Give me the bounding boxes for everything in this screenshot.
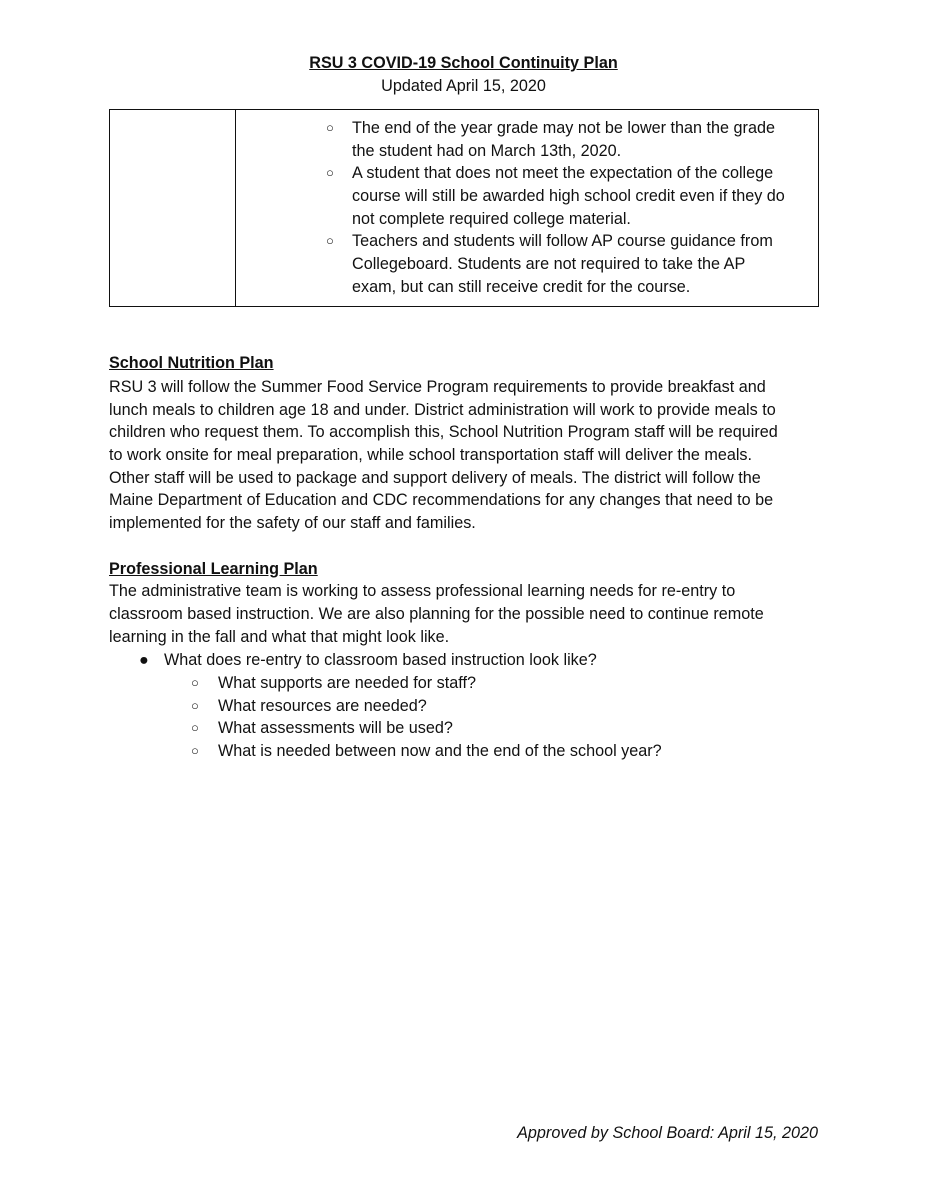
nutrition-heading: School Nutrition Plan — [109, 354, 274, 372]
learning-line-3: learning in the fall and what that might look like. — [109, 628, 450, 646]
circle-bullet-icon: ○ — [326, 120, 334, 135]
circle-bullet-icon: ○ — [191, 743, 199, 758]
learning-sub-bullet-1: What supports are needed for staff? — [218, 674, 476, 692]
table-bullet-3-line-1: Teachers and students will follow AP course guidance from — [352, 232, 773, 250]
learning-line-2: classroom based instruction. We are also planning for the possible need to continue remote — [109, 605, 764, 623]
table-bullet-2-line-2: course will still be awarded high school credit even if they do — [352, 187, 785, 205]
nutrition-line-2: lunch meals to children age 18 and under. District administration will work to provide meals to — [109, 401, 776, 419]
learning-heading: Professional Learning Plan — [109, 560, 318, 578]
document-updated-date: Updated April 15, 2020 — [381, 77, 546, 95]
circle-bullet-icon: ○ — [326, 233, 334, 248]
circle-bullet-icon: ○ — [191, 698, 199, 713]
nutrition-line-5: Other staff will be used to package and support delivery of meals. The district will follow the — [109, 469, 761, 487]
nutrition-line-1: RSU 3 will follow the Summer Food Service Program requirements to provide breakfast and — [109, 378, 766, 396]
table-bullet-3-line-3: exam, but can still receive credit for the course. — [352, 278, 691, 296]
learning-sub-bullet-3: What assessments will be used? — [218, 719, 453, 737]
learning-main-bullet: What does re-entry to classroom based instruction look like? — [164, 651, 597, 669]
approval-footer: Approved by School Board: April 15, 2020 — [517, 1124, 818, 1142]
table-bullet-1-line-1: The end of the year grade may not be lower than the grade — [352, 119, 775, 137]
nutrition-line-7: implemented for the safety of our staff and families. — [109, 514, 476, 532]
learning-line-1: The administrative team is working to assess professional learning needs for re-entry to — [109, 582, 736, 600]
circle-bullet-icon: ○ — [191, 675, 199, 690]
table-bullet-2-line-1: A student that does not meet the expectation of the college — [352, 164, 774, 182]
table-bullet-3-line-2: Collegeboard. Students are not required to take the AP — [352, 255, 746, 273]
table-bullet-1-line-2: the student had on March 13th, 2020. — [352, 142, 622, 160]
table-bullet-2-line-3: not complete required college material. — [352, 210, 631, 228]
nutrition-line-4: to work onsite for meal preparation, while school transportation staff will deliver the meals. — [109, 446, 753, 464]
nutrition-line-6: Maine Department of Education and CDC recommendations for any changes that need to be — [109, 491, 774, 509]
circle-bullet-icon: ○ — [191, 720, 199, 735]
table-column-divider — [235, 110, 236, 306]
circle-bullet-icon: ○ — [326, 165, 334, 180]
nutrition-line-3: children who request them. To accomplish this, School Nutrition Program staff will be required — [109, 423, 778, 441]
learning-sub-bullet-4: What is needed between now and the end of the school year? — [218, 742, 662, 760]
document-title: RSU 3 COVID-19 School Continuity Plan — [309, 54, 618, 72]
disc-bullet-icon: ● — [139, 651, 149, 669]
learning-sub-bullet-2: What resources are needed? — [218, 697, 427, 715]
